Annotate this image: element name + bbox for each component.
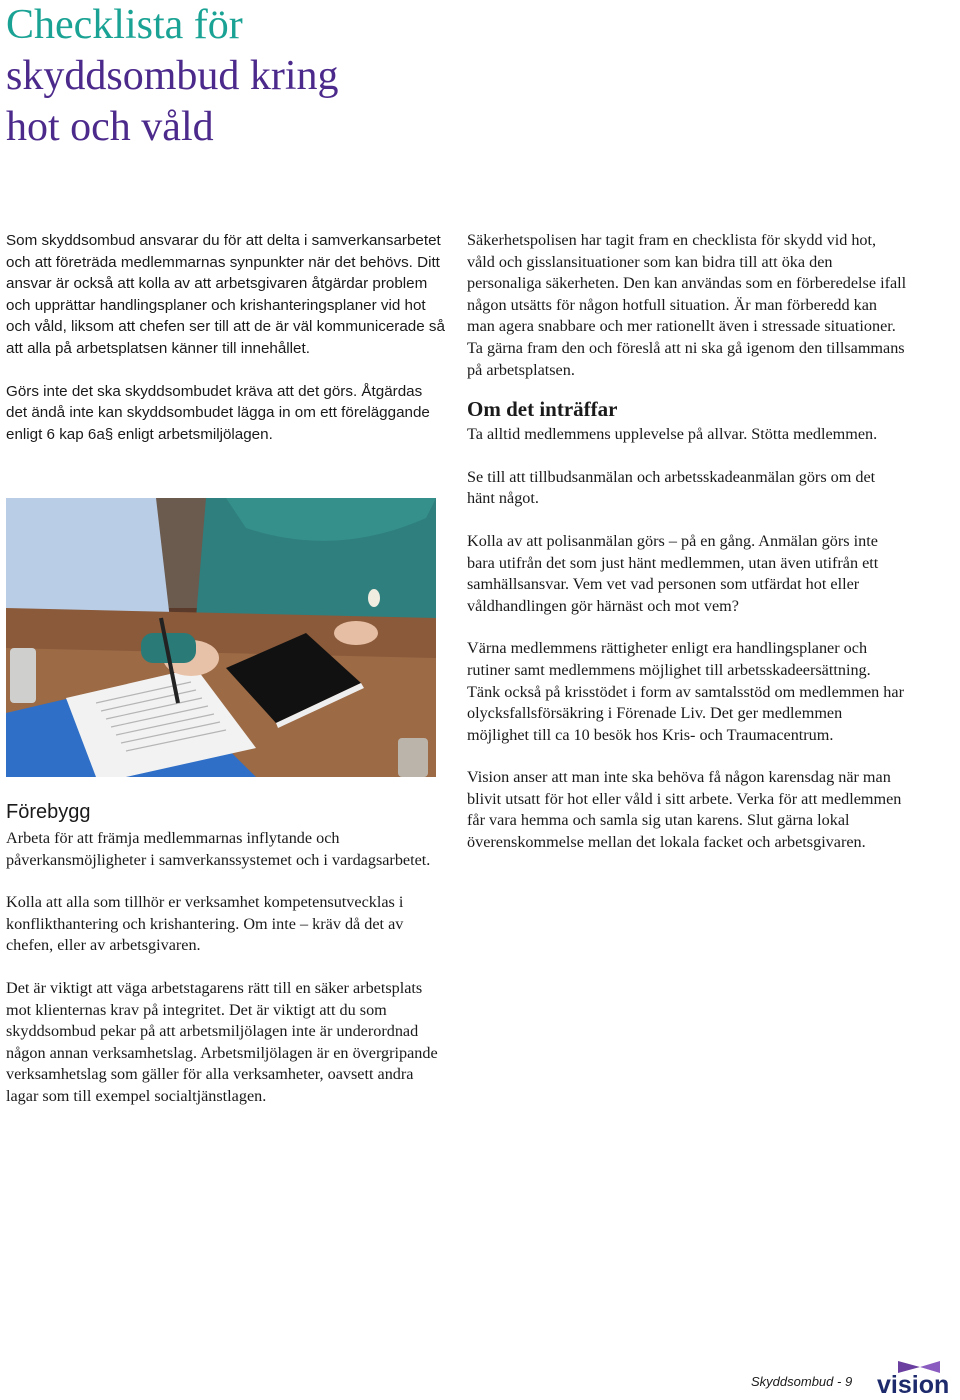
vision-logo-icon [876, 1359, 958, 1395]
footer-label: Skyddsombud [751, 1374, 834, 1389]
forebygg-section [6, 800, 446, 1108]
right-paragraph-5: Vision anser att man inte ska behöva få någon karensdag när man blivit utsatt för hot eller våld i sitt arbete. Verka för att medlemmen får vara hemma och samla sig utan karens. Slut gärna lokal överenskommelse mellan det lokala facket och arbetsgivaren. [467, 768, 902, 852]
forebygg-paragraph-2: Kolla att alla som tillhör er verksamhet kompetensutvecklas i konflikthantering och krishantering. Om inte – kräv då det av chefen, eller av arbetsgivaren. [6, 893, 404, 955]
title-line-3: hot och våld [6, 104, 214, 150]
photo-illustration [6, 498, 436, 777]
right-column [467, 230, 907, 854]
title-line-2: skyddsombud kring [6, 53, 339, 99]
forebygg-heading: Förebygg [6, 801, 91, 823]
demand-paragraph: Görs inte det ska skyddsombudet kräva att det görs. Åtgärdas det ändå inte kan skyddsombudet lägga in om ett föreläggande enligt 6 kap 6a§ enligt arbetsmiljölagen. [6, 382, 430, 443]
page-title [6, 0, 526, 153]
left-column [6, 230, 446, 445]
right-paragraph-1: Ta alltid medlemmens upplevelse på allvar. Stötta medlemmen. [467, 425, 878, 444]
right-paragraph-4: Värna medlemmens rättigheter enligt era handlingsplaner och rutiner samt medlemmens möjlighet till arbetsskadeersättning. Tänk också på krisstödet i form av samtalsstöd om medlemmen har olycksfallsförsäkring i Förenade Liv. Det ger medlemmen möjlighet till ca 10 besök hos Kris- och Traumacentrum. [467, 639, 904, 744]
forebygg-paragraph-1: Arbeta för att främja medlemmarnas inflytande och påverkansmöjligheter i samverkanssystemet och i vardagsarbetet. [6, 829, 431, 869]
om-det-intraffar-heading: Om det inträffar [467, 397, 618, 422]
right-paragraph-2: Se till att tillbudsanmälan och arbetsskadeanmälan görs om det hänt något. [467, 467, 876, 508]
forebygg-paragraph-3: Det är viktigt att väga arbetstagarens rätt till en säker arbetsplats mot klienternas krav på integritet. Det är viktigt att du som skyddsombud pekar på att arbetsmiljölagen inte är underordnad någon annan verksamhetslag. Arbetsmiljölagen är en övergripande verksamhetslag som gäller för alla verksamheter, oavsett andra lagar som till exempel socialtjänstlagen. [6, 978, 438, 1105]
logo-text: vision [877, 1371, 950, 1395]
right-paragraph-3: Kolla av att polisanmälan görs – på en gång. Anmälan görs inte bara utifrån det som just hänt medlemmen, utan även utifrån ett samhällsansvar. Vem vet vad personen som utfärdat hot eller våldhandlingen gör härnäst och mot vem? [467, 531, 879, 615]
vision-logo [876, 1359, 958, 1400]
page-number: - 9 [837, 1374, 853, 1389]
photo-signing-document [6, 498, 436, 777]
title-line-1: Checklista för [6, 2, 243, 48]
page-footer [751, 1374, 852, 1389]
sapo-paragraph: Säkerhetspolisen har tagit fram en checklista för skydd vid hot, våld och gisslansituationer som kan bidra till att öka den personaliga säkerheten. Den kan användas som en förberedelse ifall någon utsätts för någon hotfull situation. Är man förberedd kan man agera snabbare och mer rationellt även i stressade situationer. Ta gärna fram den och föreslå att ni ska gå igenom den tillsammans på arbetsplatsen. [467, 231, 907, 379]
intro-paragraph: Som skyddsombud ansvarar du för att delta i samverkansarbetet och att företräda medlemmarnas synpunkter när det behövs. Ditt ansvar är också att kolla av att arbetsgivaren åtgärdar problem och upprättar handlingsplaner och krishanteringsplaner vid hot och våld, liksom att chefen ser till att de är väl kommunicerade så att alla på arbetsplatsen känner till innehållet. [6, 232, 445, 357]
